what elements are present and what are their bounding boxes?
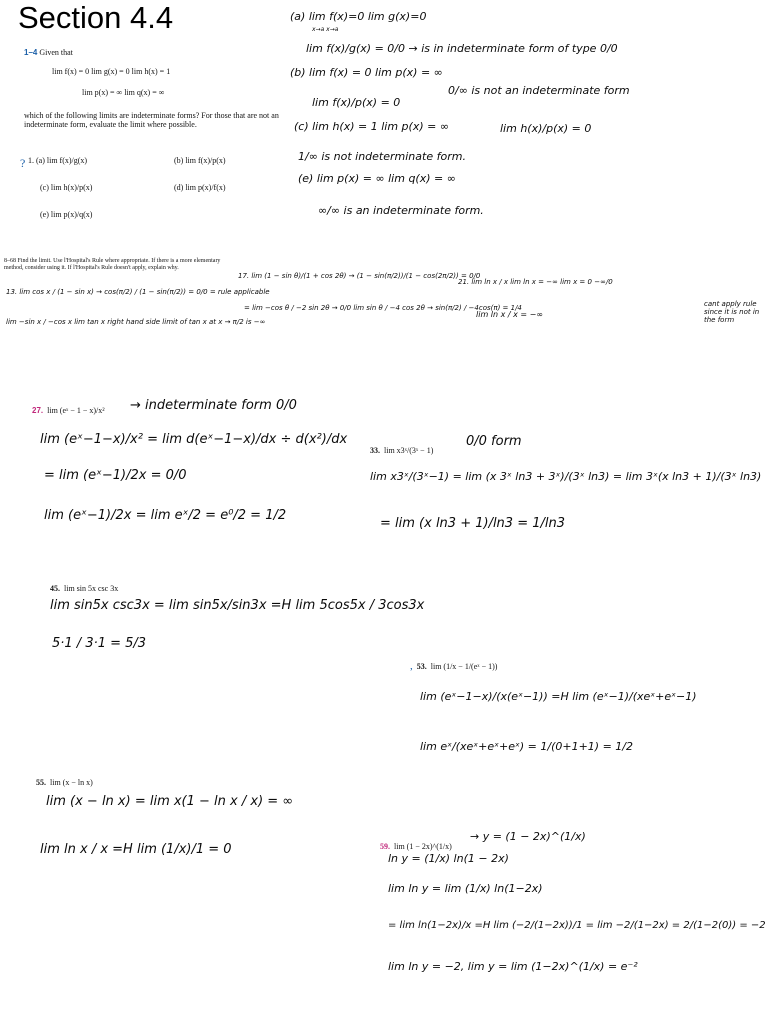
part-d: (d) lim p(x)/f(x) bbox=[174, 183, 226, 192]
problem-33-step-1: lim x3ˣ/(3ˣ−1) = lim (x 3ˣ ln3 + 3ˣ)/(3ˣ ln3) = lim 3ˣ(x ln3 + 1)/(3ˣ ln3) bbox=[370, 470, 762, 483]
problems-8-68-header: 8–68 Find the limit. Use l'Hospital's Rule where appropriate. If there is a more elementary method, consider using it. If l'Hospital's Rule doesn't apply, explain why. bbox=[4, 258, 221, 272]
problem-number: 27. bbox=[32, 406, 44, 415]
hw1-b1-side: 0/∞ is not an indeterminate form bbox=[448, 84, 630, 97]
problem-27-note: → indeterminate form 0/0 bbox=[130, 398, 297, 413]
problem-27-question: lim (eˣ − 1 − x)/x² bbox=[47, 406, 105, 415]
given-limits-2: lim p(x) = ∞ lim q(x) = ∞ bbox=[82, 88, 165, 97]
hw1-c1-side: lim h(x)/p(x) = 0 bbox=[500, 122, 592, 135]
problem-13: 13. lim cos x / (1 − sin x) → cos(π/2) / (1 − sin(π/2)) = 0/0 = rule applicable bbox=[6, 288, 270, 296]
problem-33-note: 0/0 form bbox=[466, 434, 522, 449]
problem-17-b: = lim −cos θ / −2 sin 2θ → 0/0 lim sin θ / −4 cos 2θ → sin(π/2) / −4cos(π) = 1/4 bbox=[244, 304, 522, 312]
page-title: Section 4.4 bbox=[18, 0, 174, 35]
hw1-e2: ∞/∞ is an indeterminate form. bbox=[318, 204, 484, 217]
problem-53-heading: , 53. lim (1/x − 1/(eˣ − 1)) bbox=[410, 660, 498, 672]
hw1-b2: lim f(x)/p(x) = 0 bbox=[312, 96, 401, 109]
problem-33-heading bbox=[370, 440, 433, 458]
problem-45-question: lim sin 5x csc 3x bbox=[64, 584, 119, 593]
problem-21: 21. lim ln x / x lim ln x = −∞ lim x = 0 −∞/0 bbox=[458, 278, 613, 286]
problem-59-question: lim (1 − 2x)^(1/x) bbox=[394, 842, 452, 851]
problem-53-step-2: lim eˣ/(xeˣ+eˣ+eˣ) = 1/(0+1+1) = 1/2 bbox=[420, 740, 633, 753]
problem-33-step-2: = lim (x ln3 + 1)/ln3 = 1/ln3 bbox=[380, 516, 565, 531]
problem-55-heading bbox=[36, 772, 93, 790]
hw1-b1: (b) lim f(x) = 0 lim p(x) = ∞ bbox=[290, 66, 443, 79]
problem-number: 53. bbox=[416, 662, 427, 671]
given-limits-1: lim f(x) = 0 lim g(x) = 0 lim h(x) = 1 bbox=[52, 67, 171, 76]
problem-number: 55. bbox=[36, 778, 46, 787]
part-c: (c) lim h(x)/p(x) bbox=[40, 183, 93, 192]
part-e: (e) lim p(x)/q(x) bbox=[40, 210, 93, 219]
part-a: 1. (a) lim f(x)/g(x) bbox=[28, 156, 88, 165]
problem-45-step-1: lim sin5x csc3x = lim sin5x/sin3x =H lim 5cos5x / 3cos3x bbox=[50, 598, 425, 613]
problem-21-side: cant apply rule since it is not in the form bbox=[704, 300, 760, 325]
problem-55-question: lim (x − ln x) bbox=[50, 778, 93, 787]
problem-55-step-2: lim ln x / x =H lim (1/x)/1 = 0 bbox=[40, 842, 232, 857]
problem-prompt: Given that bbox=[39, 48, 73, 57]
problem-question: which of the following limits are indeterminate forms? For those that are not an indeterminate form, evaluate the limit where possible. bbox=[24, 111, 279, 130]
problem-27-step-1: lim (eˣ−1−x)/x² = lim d(eˣ−1−x)/dx ÷ d(x²)/dx bbox=[40, 432, 348, 447]
problem-59-step-0: → y = (1 − 2x)^(1/x) bbox=[470, 830, 586, 843]
problem-27-step-3: lim (eˣ−1)/2x = lim eˣ/2 = e⁰/2 = 1/2 bbox=[44, 508, 287, 523]
problem-27-step-2: = lim (eˣ−1)/2x = 0/0 bbox=[44, 468, 187, 483]
hw1-a1-sub: x→a x→a bbox=[312, 26, 339, 33]
problem-label: 1–4 bbox=[24, 48, 38, 57]
hw1-e1: (e) lim p(x) = ∞ lim q(x) = ∞ bbox=[298, 172, 456, 185]
part-b: (b) lim f(x)/p(x) bbox=[174, 156, 226, 165]
problem-27-heading bbox=[32, 400, 105, 418]
problem-17: 17. lim (1 − sin θ)/(1 + cos 2θ) → (1 − sin(π/2))/(1 − cos(2π/2)) = 0/0 bbox=[238, 272, 481, 280]
problem-53-step-1: lim (eˣ−1−x)/(x(eˣ−1)) =H lim (eˣ−1)/(xeˣ+eˣ−1) bbox=[420, 690, 697, 703]
hw1-a2: lim f(x)/g(x) = 0/0 → is in indeterminate form of type 0/0 bbox=[306, 42, 618, 55]
problem-21-b: lim ln x / x = −∞ bbox=[476, 310, 544, 319]
problem-59-step-4: lim ln y = −2, lim y = lim (1−2x)^(1/x) = e⁻² bbox=[388, 960, 638, 973]
problem-13-b: lim −sin x / −cos x lim tan x right hand side limit of tan x at x → π/2 is −∞ bbox=[6, 318, 266, 326]
marker-arrow: ? bbox=[20, 156, 26, 170]
problem-53-question: lim (1/x − 1/(eˣ − 1)) bbox=[430, 662, 498, 671]
problem-number: 33. bbox=[370, 446, 380, 455]
problem-45-heading bbox=[50, 578, 118, 596]
problem-number: 45. bbox=[50, 584, 60, 593]
hw1-a1: (a) lim f(x)=0 lim g(x)=0 bbox=[290, 10, 427, 23]
problem-33-question: lim x3ˣ/(3ˣ − 1) bbox=[384, 446, 434, 455]
problem-59-step-3: = lim ln(1−2x)/x =H lim (−2/(1−2x))/1 = lim −2/(1−2x) = 2/(1−2(0)) = −2 bbox=[388, 920, 766, 931]
problem-1-4-block bbox=[24, 48, 286, 129]
problem-59-step-1: ln y = (1/x) ln(1 − 2x) bbox=[388, 852, 509, 865]
problem-45-step-2: 5·1 / 3·1 = 5/3 bbox=[52, 636, 147, 651]
hw1-c2: 1/∞ is not indeterminate form. bbox=[298, 150, 466, 163]
problem-55-step-1: lim (x − ln x) = lim x(1 − ln x / x) = ∞ bbox=[46, 794, 294, 809]
hw1-c1: (c) lim h(x) = 1 lim p(x) = ∞ bbox=[294, 120, 449, 133]
problem-59-step-2: lim ln y = lim (1/x) ln(1−2x) bbox=[388, 882, 543, 895]
problem-number: 59. bbox=[380, 842, 390, 851]
